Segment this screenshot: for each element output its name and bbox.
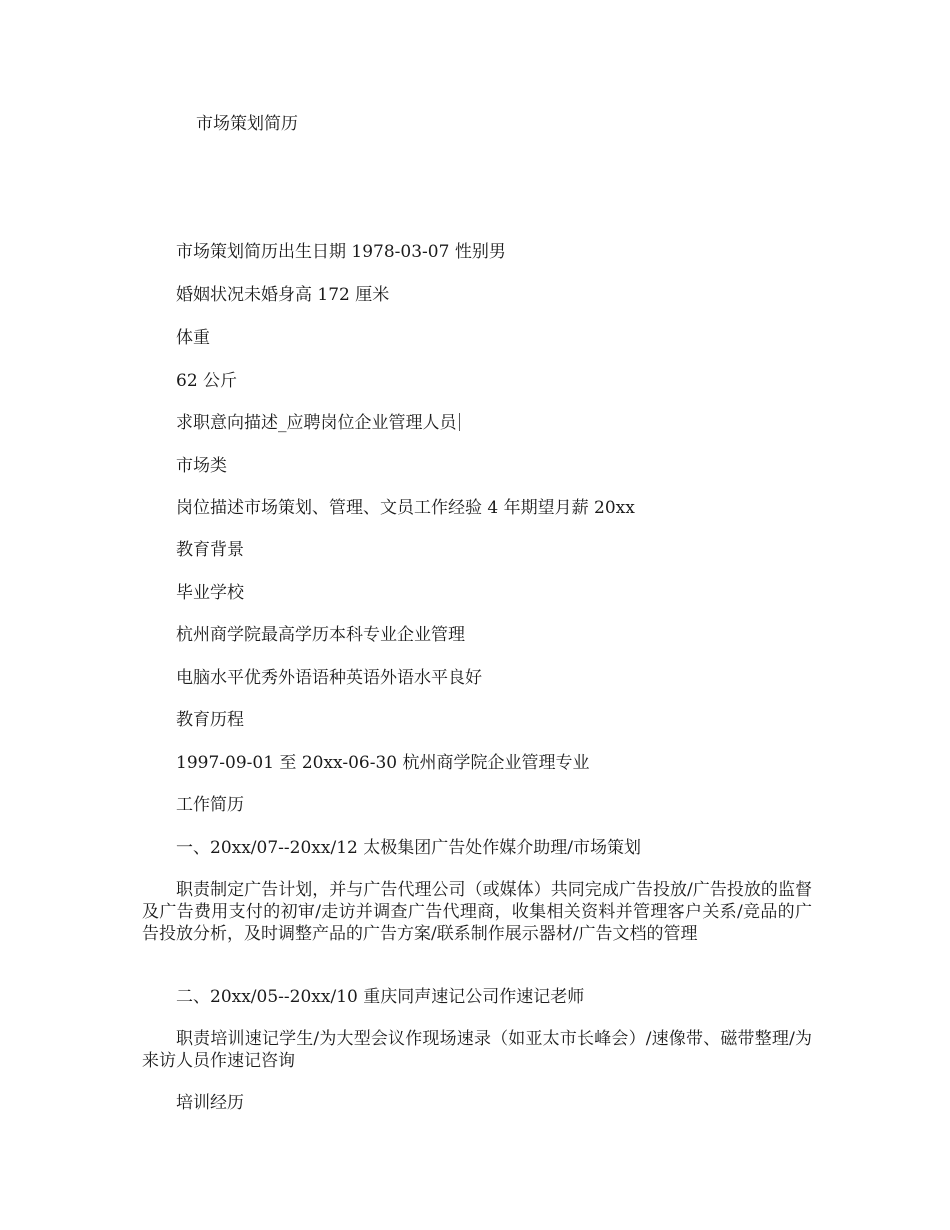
job-intention-text: 求职意向描述_应聘岗位企业管理人员 xyxy=(176,413,457,433)
paragraph-job-1-duties: 职责制定广告计划，并与广告代理公司（或媒体）共同完成广告投放/广告投放的监督及广告费用支付的初审/走访并调查广告代理商，收集相关资料并管理客户关系/竞品的广告投放分析，及时调整产品的广告方案/联系制作展示器材/广告文档的管理 xyxy=(142,880,812,944)
section-education-background: 教育背景 xyxy=(176,540,244,560)
line-position-description: 岗位描述市场策划、管理、文员工作经验 4 年期望月薪 20xx xyxy=(176,498,635,518)
section-education-history: 教育历程 xyxy=(176,710,244,730)
line-birth-gender: 市场策划简历出生日期 1978-03-07 性别男 xyxy=(176,242,506,262)
line-job-1: 一、20xx/07--20xx/12 太极集团广告处作媒介助理/市场策划 xyxy=(176,838,641,858)
line-weight-label: 体重 xyxy=(176,328,210,348)
line-graduate-school-label: 毕业学校 xyxy=(176,583,244,603)
section-training-history: 培训经历 xyxy=(176,1093,244,1113)
line-market-category: 市场类 xyxy=(176,456,227,476)
line-school-degree-major: 杭州商学院最高学历本科专业企业管理 xyxy=(176,625,465,645)
text-cursor-mark xyxy=(459,413,460,431)
section-work-history: 工作简历 xyxy=(176,795,244,815)
line-computer-language: 电脑水平优秀外语语种英语外语水平良好 xyxy=(176,668,482,688)
line-education-period: 1997-09-01 至 20xx-06-30 杭州商学院企业管理专业 xyxy=(176,753,590,773)
line-job-2: 二、20xx/05--20xx/10 重庆同声速记公司作速记老师 xyxy=(176,987,585,1007)
paragraph-job-2-duties: 职责培训速记学生/为大型会议作现场速录（如亚太市长峰会）/速像带、磁带整理/为来访人员作速记咨询 xyxy=(142,1029,812,1071)
document-title: 市场策划简历 xyxy=(196,114,298,134)
line-job-intention xyxy=(176,411,460,435)
line-weight-value: 62 公斤 xyxy=(176,371,238,391)
line-marital-height: 婚姻状况未婚身高 172 厘米 xyxy=(176,285,390,305)
